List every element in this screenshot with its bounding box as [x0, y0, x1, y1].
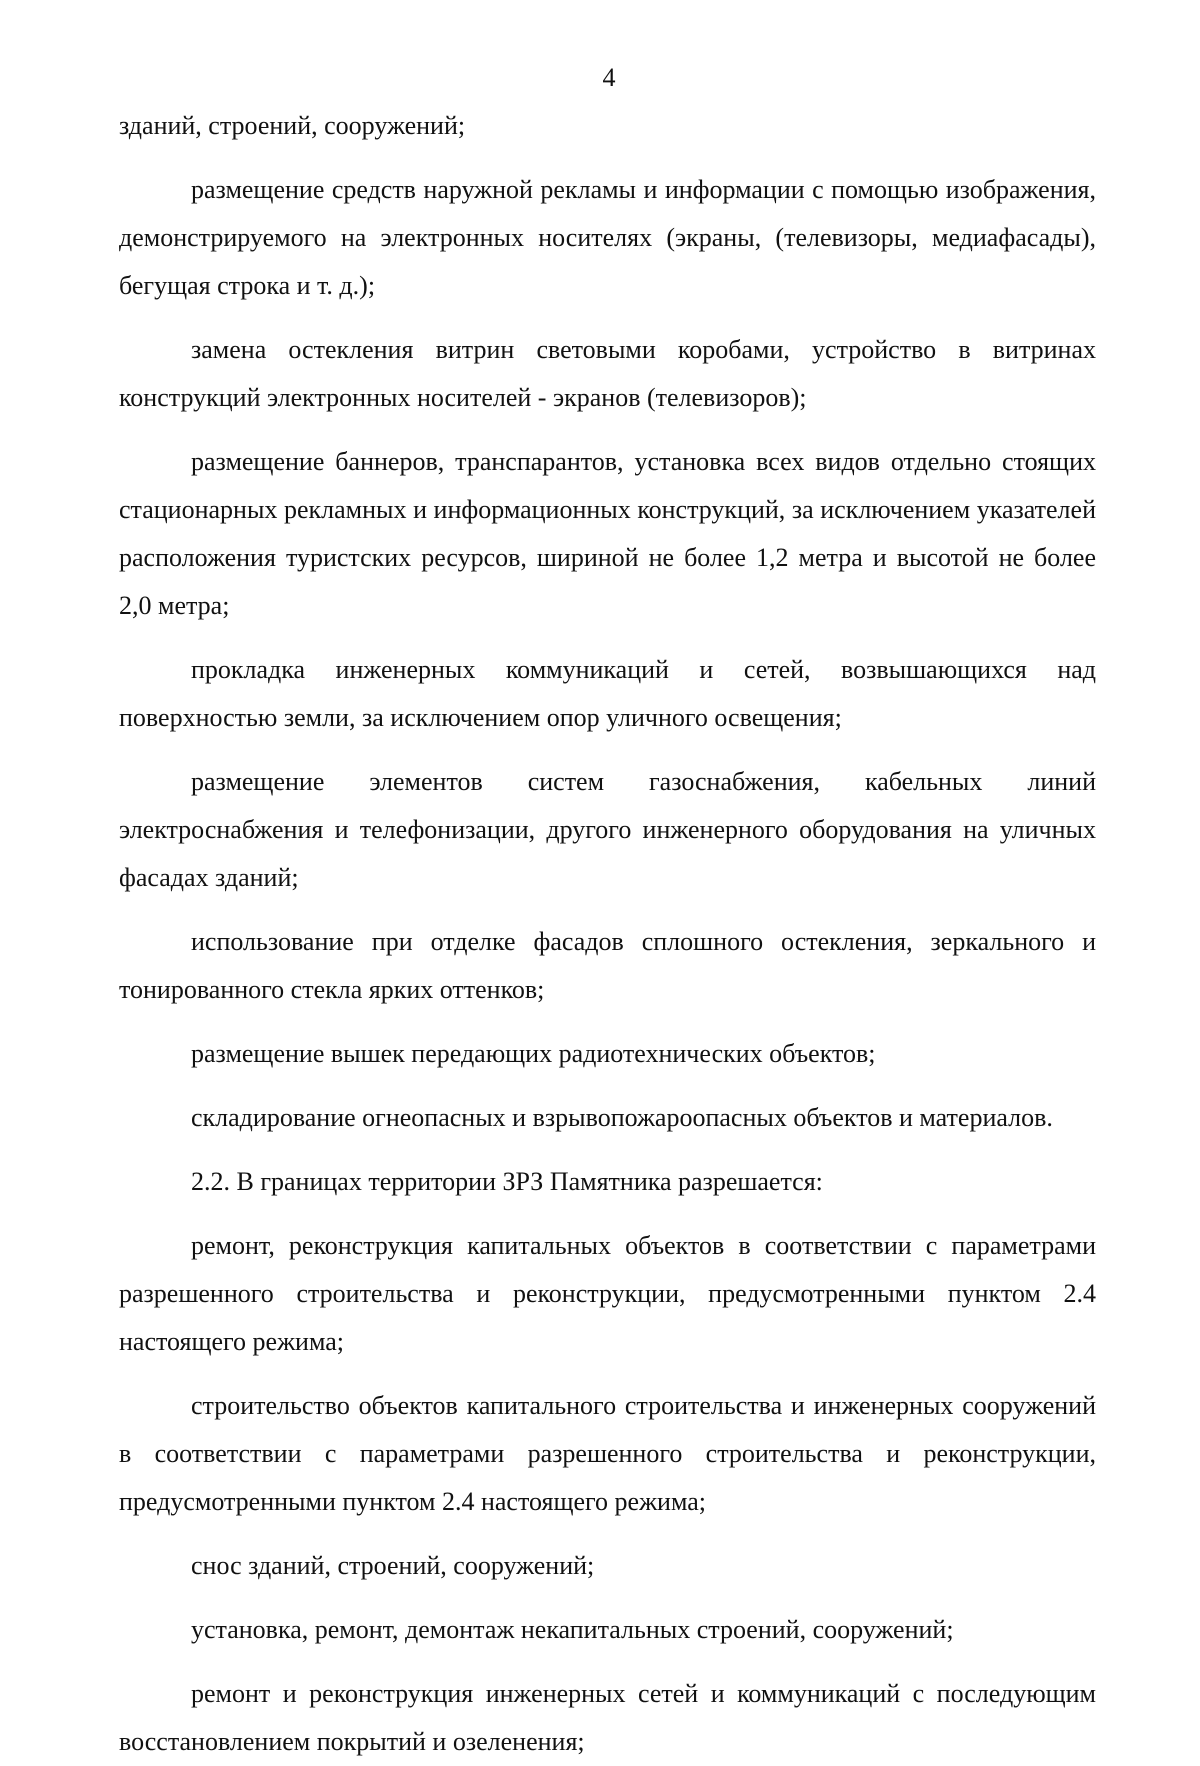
paragraph-continuation: зданий, строений, сооружений;	[119, 111, 466, 140]
paragraph-outdoor-advertising: размещение средств наружной рекламы и информации с помощью изображения, демонстрируемого на электронных носителях (экраны, (телевизоры, медиафасады), бегущая строка и т. д.);	[119, 175, 1096, 300]
paragraph-repair-reconstruction: ремонт, реконструкция капитальных объектов в соответствии с параметрами разрешенного строительства и реконструкции, предусмотренными пунктом 2.4 настоящего режима;	[119, 1231, 1096, 1356]
paragraph-shop-window-glazing: замена остекления витрин световыми коробами, устройство в витринах конструкций электронных носителей - экранов (телевизоров);	[119, 335, 1096, 412]
section-heading-2-2: 2.2. В границах территории ЗРЗ Памятника разрешается:	[191, 1167, 823, 1196]
page-number: 4	[602, 63, 616, 92]
paragraph-gas-supply: размещение элементов систем газоснабжения, кабельных линий электроснабжения и телефонизации, другого инженерного оборудования на уличных фасадах зданий;	[119, 767, 1096, 892]
paragraph-non-capital-structures: установка, ремонт, демонтаж некапитальных строений, сооружений;	[191, 1615, 954, 1644]
paragraph-demolition: снос зданий, строений, сооружений;	[191, 1551, 595, 1580]
document-body	[119, 102, 1096, 1766]
paragraph-facade-glazing: использование при отделке фасадов сплошного остекления, зеркального и тонированного стекла ярких оттенков;	[119, 927, 1096, 1004]
paragraph-capital-construction: строительство объектов капитального строительства и инженерных сооружений в соответствии с параметрами разрешенного строительства и реконструкции, предусмотренными пунктом 2.4 настоящего режима;	[119, 1391, 1096, 1516]
paragraph-banners: размещение баннеров, транспарантов, установка всех видов отдельно стоящих стационарных рекламных и информационных конструкций, за исключением указателей расположения туристских ресурсов, шириной не более 1,2 метра и высотой не более 2,0 метра;	[119, 447, 1096, 620]
paragraph-engineering-networks: ремонт и реконструкция инженерных сетей и коммуникаций с последующим восстановлением покрытий и озеленения;	[119, 1679, 1096, 1756]
paragraph-hazardous-storage: складирование огнеопасных и взрывопожароопасных объектов и материалов.	[191, 1103, 1053, 1132]
paragraph-engineering-communications: прокладка инженерных коммуникаций и сетей, возвышающихся над поверхностью земли, за исключением опор уличного освещения;	[119, 655, 1096, 732]
paragraph-radio-towers: размещение вышек передающих радиотехнических объектов;	[191, 1039, 876, 1068]
